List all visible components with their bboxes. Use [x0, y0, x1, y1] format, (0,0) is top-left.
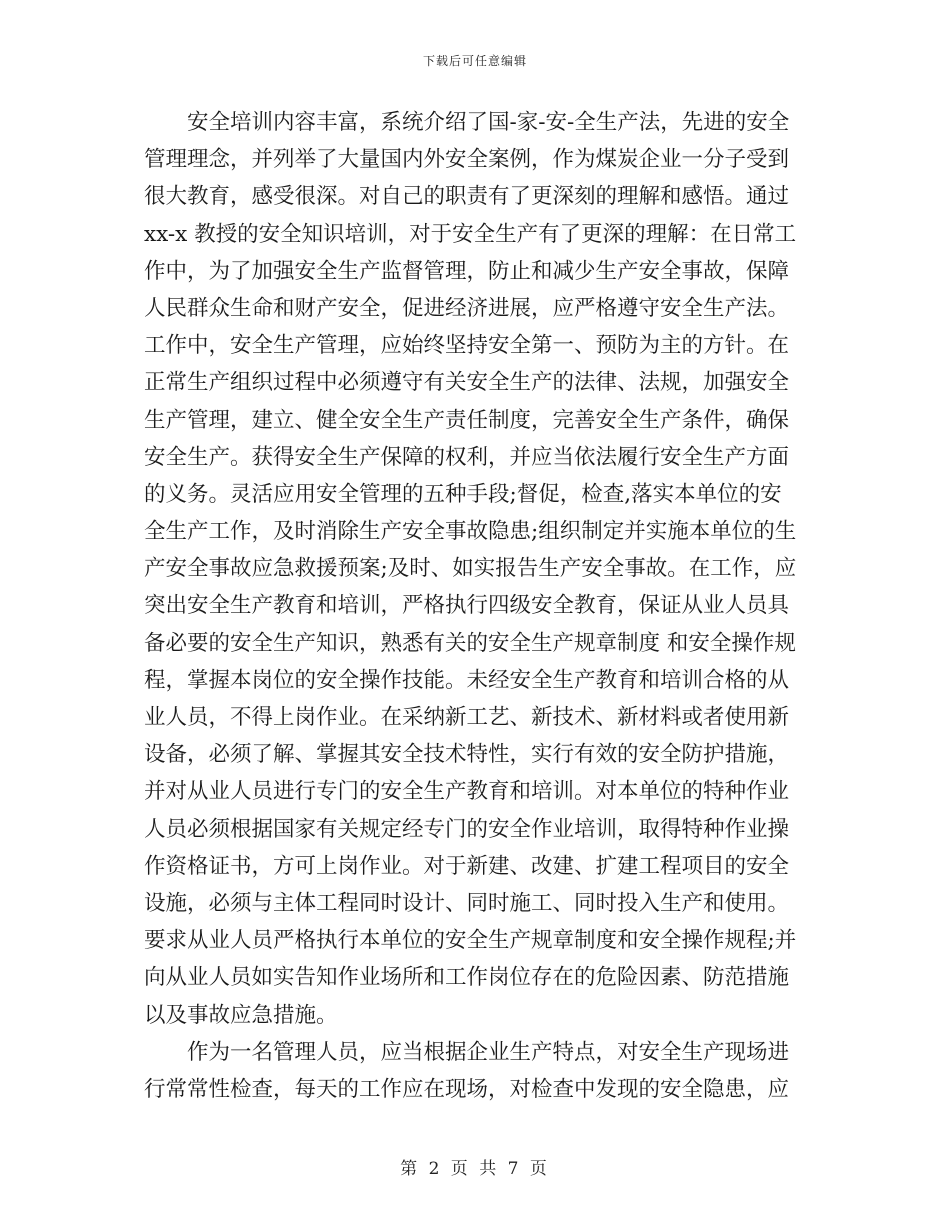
text-line: 很大教育，感受很深。对自己的职责有了更深刻的理解和感悟。通过 — [144, 184, 790, 210]
text-line: 正常生产组织过程中必须遵守有关安全生产的法律、法规，加强安全 — [144, 370, 790, 396]
text-line: 的义务。灵活应用安全管理的五种手段;督促，检查,落实本单位的安 — [144, 481, 782, 507]
text-line: 并对从业人员进行专门的安全生产教育和培训。对本单位的特种作业 — [144, 779, 790, 805]
text-line: 向从业人员如实告知作业场所和工作岗位存在的危险因素、防范措施 — [144, 965, 790, 991]
text-line: 产安全事故应急救援预案;及时、如实报告生产安全事故。在工作，应 — [144, 556, 797, 582]
text-line: 生产管理，建立、健全安全生产责任制度，完善安全生产条件，确保 — [144, 407, 790, 433]
text-line: 安全培训内容丰富，系统介绍了国-家-安-全生产法，先进的安全 — [187, 110, 790, 135]
text-line: 设备，必须了解、掌握其安全技术特性，实行有效的安全防护措施， — [144, 742, 790, 768]
page-number: 第 2 页 共 7 页 — [400, 1159, 550, 1179]
text-line: xx-x 教授的安全知识培训，对于安全生产有了更深的理解：在日常工 — [144, 221, 797, 247]
text-line: 安全生产。获得安全生产保障的权利，并应当依法履行安全生产方面 — [144, 444, 790, 470]
text-line: 以及事故应急措施。 — [144, 1002, 338, 1028]
text-line: 设施，必须与主体工程同时设计、同时施工、同时投入生产和使用。 — [144, 890, 790, 916]
text-line: 备必要的安全生产知识，熟悉有关的安全生产规章制度 和安全操作规 — [144, 630, 796, 656]
text-line: 作资格证书，方可上岗作业。对于新建、改建、扩建工程项目的安全 — [144, 853, 790, 879]
text-line: 作为一名管理人员，应当根据企业生产特点，对安全生产现场进 — [187, 1039, 790, 1065]
text-line: 全生产工作，及时消除生产安全事故隐患;组织制定并实施本单位的生 — [144, 519, 797, 545]
text-line: 工作中，安全生产管理，应始终坚持安全第一、预防为主的方针。在 — [144, 333, 790, 359]
text-line: 程，掌握本岗位的安全操作技能。未经安全生产教育和培训合格的从 — [144, 667, 790, 693]
text-line: 人民群众生命和财产安全，促进经济进展，应严格遵守安全生产法。 — [144, 295, 790, 321]
page-header-note: 下载后可任意编辑 — [422, 54, 527, 68]
document-body — [144, 104, 814, 1108]
text-line: 管理理念，并列举了大量国内外安全案例，作为煤炭企业一分子受到 — [144, 147, 790, 173]
text-line: 要求从业人员严格执行本单位的安全生产规章制度和安全操作规程;并 — [144, 928, 797, 954]
text-line: 作中，为了加强安全生产监督管理，防止和减少生产安全事故，保障 — [144, 258, 790, 284]
text-line: 突出安全生产教育和培训，严格执行四级安全教育，保证从业人员具 — [144, 593, 790, 619]
text-line: 业人员，不得上岗作业。在采纳新工艺、新技术、新材料或者使用新 — [144, 705, 790, 730]
text-line: 人员必须根据国家有关规定经专门的安全作业培训，取得特种作业操 — [144, 816, 790, 842]
text-line: 行常常性检查，每天的工作应在现场，对检查中发现的安全隐患，应 — [144, 1076, 790, 1102]
